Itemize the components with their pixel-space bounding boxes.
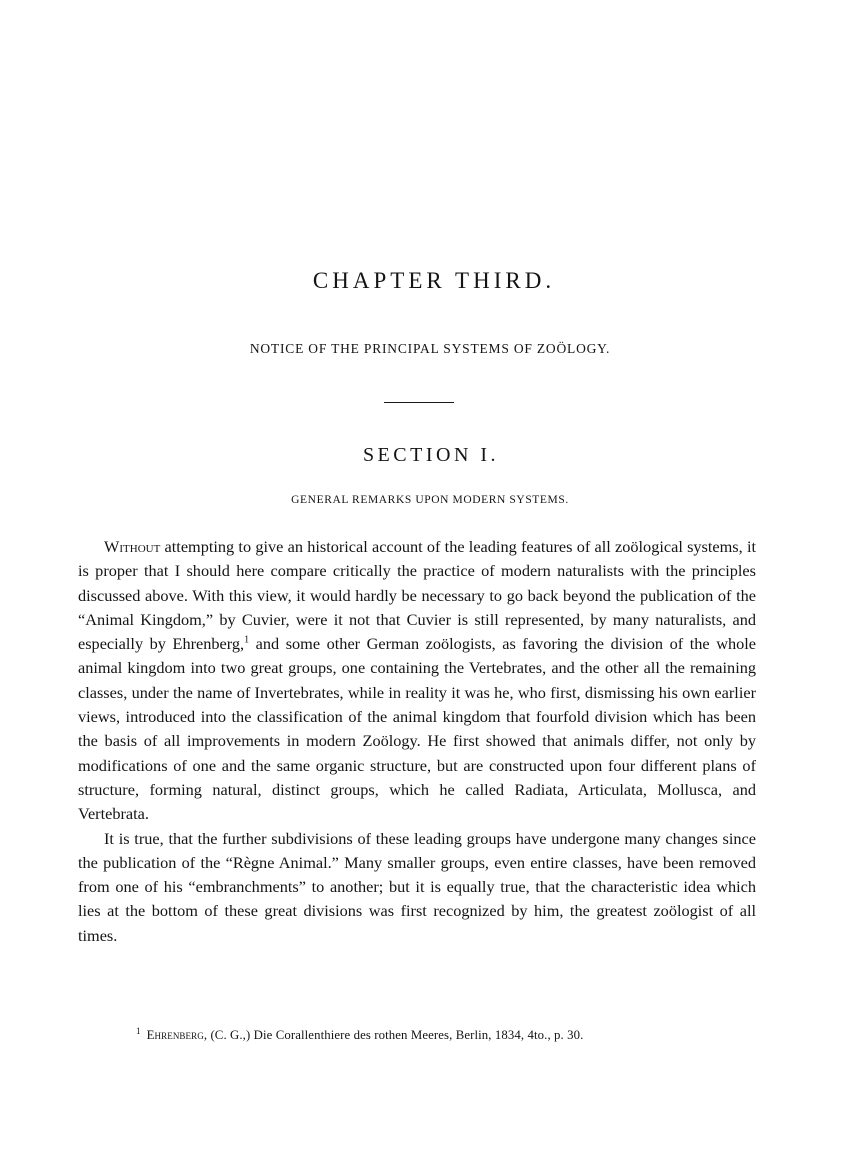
body-text	[78, 535, 756, 948]
footnote-number: 1	[136, 1025, 141, 1036]
paragraph-1	[78, 535, 756, 827]
paragraph-1-text-b: and some other German zoölogists, as favoring the division of the whole animal kingdom into two great groups, one containing the Vertebrates, and the other all the remaining classes, under the name of Invertebrates, while in reality it was he, who first, dismissing his own earlier views, introduced into the classification of the animal kingdom that fourfold division which has been the basis of all improvements in modern Zoölogy. He first showed that animals differ, not only by modifications of one and the same organic structure, but are constructed upon four different plans of structure, forming natural, distinct groups, which he called Radiata, Articulata, Mollusca, and Vertebrata.	[78, 634, 756, 824]
section-divider	[384, 402, 454, 403]
section-subtitle: GENERAL REMARKS UPON MODERN SYSTEMS.	[291, 494, 569, 506]
chapter-subtitle: NOTICE OF THE PRINCIPAL SYSTEMS OF ZOÖLOGY.	[249, 341, 611, 356]
paragraph-lead-word: Without	[104, 537, 161, 556]
footnote-text: , (C. G.,) Die Corallenthiere des rothen Meeres, Berlin, 1834, 4to., p. 30.	[203, 1028, 584, 1042]
section-title: SECTION I.	[362, 444, 500, 466]
paragraph-1-text-a: attempting to give an historical account of the leading features of all zoölogical systems, it is proper that I should here compare critically the practice of modern naturalists with the principles discussed above. With this view, it would hardly be necessary to go back beyond the publication of the “Animal Kingdom,” by Cuvier, were it not that Cuvier is still represented, by many naturalists, and especially by Ehrenberg,	[78, 537, 756, 654]
footnote	[136, 1025, 776, 1043]
footnote-author: Ehrenberg	[146, 1028, 204, 1042]
paragraph-2: It is true, that the further subdivisions of these leading groups have undergone many changes since the publication of the “Règne Animal.” Many smaller groups, even entire classes, have been removed from one of his “embranchments” to another; but it is equally true, that the characteristic idea which lies at the bottom of these great divisions was first recognized by him, the greatest zoölogist of all times.	[78, 828, 756, 945]
footnote-reference: 1	[244, 634, 250, 646]
chapter-title: CHAPTER THIRD.	[312, 268, 556, 293]
